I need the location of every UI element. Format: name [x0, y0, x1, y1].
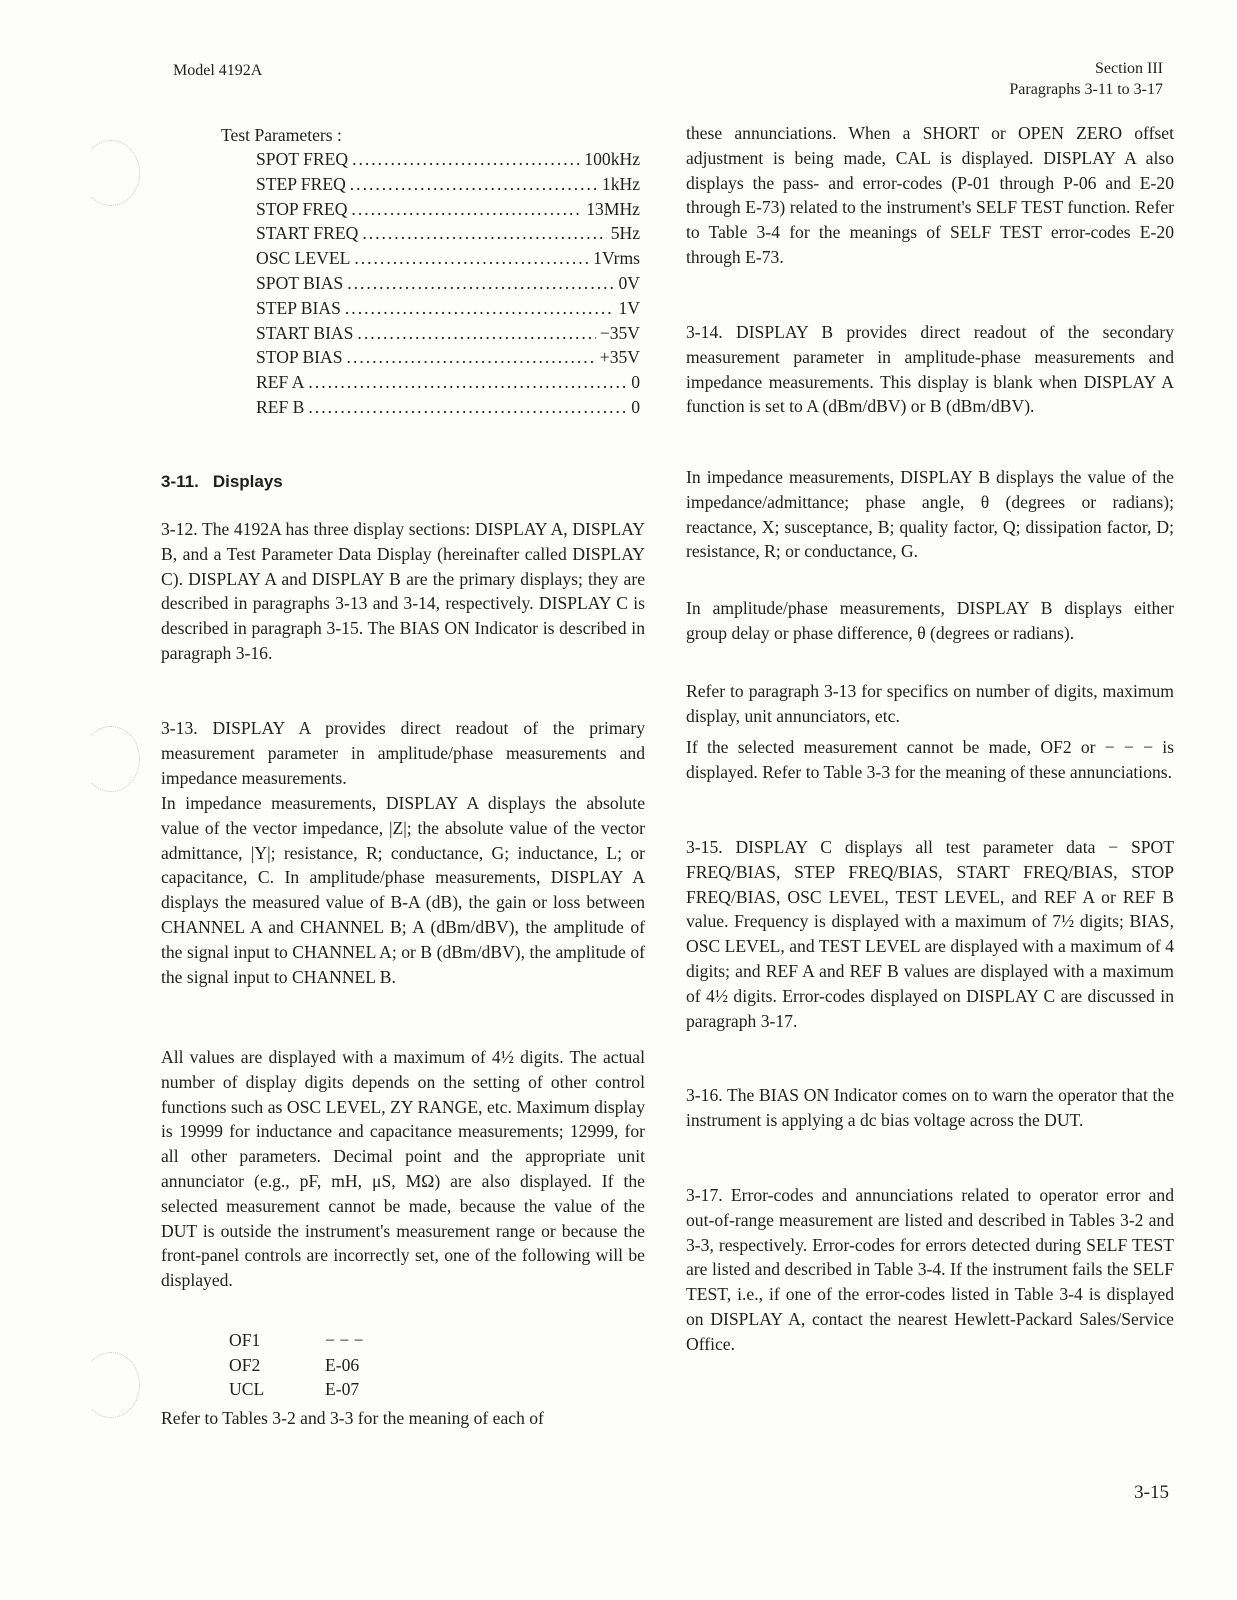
test-parameter-value: −35V [599, 322, 640, 343]
test-parameter-row [256, 372, 640, 397]
test-parameter-name: OSC LEVEL [256, 248, 351, 269]
punch-hole-top [82, 140, 140, 206]
dot-leader [347, 273, 614, 294]
test-parameter-row [256, 347, 640, 372]
test-parameters-list [256, 149, 640, 422]
dot-leader [357, 323, 595, 344]
test-parameters-title: Test Parameters : [221, 125, 342, 145]
section-heading-number: 3-11. [161, 472, 199, 491]
paragraph-annunciations-cont: these annunciations. When a SHORT or OPEN ZERO offset adjustment is being made, CAL is displayed. DISPLAY A also displays the pass- and error-codes (P-01 through P-06 and E-20 through E-73) related to the instrument's SELF TEST function. Refer to Table 3-4 for the meanings of SELF TEST error-codes E-20 through E-73. [686, 123, 1174, 267]
punch-hole-bottom [82, 1352, 140, 1418]
dot-leader [350, 174, 598, 195]
paragraph-display-b-error: If the selected measurement cannot be made, OF2 or − − − is displayed. Refer to Table 3-3 for the meaning of these annunciations. [686, 737, 1174, 782]
code-row [229, 1353, 421, 1378]
header-right [1009, 58, 1163, 100]
page-number: 3-15 [1134, 1482, 1169, 1503]
test-parameter-name: STEP FREQ [256, 173, 346, 194]
code-value: E-06 [325, 1354, 360, 1375]
annunciation-codes [229, 1328, 421, 1402]
header-model: Model 4192A [173, 62, 263, 79]
paragraph-3-17: 3-17. Error-codes and annunciations related to operator error and out-of-range measurement are listed and described in Tables 3-2 and 3-3, respectively. Error-codes for errors detected during SELF TEST are listed and described in Table 3-4. If the instrument fails the SELF TEST, i.e., if one of the error-codes listed in Table 3-4 is displayed on DISPLAY A, contact the nearest Hewlett-Packard Sales/Service Office. [686, 1185, 1174, 1354]
paragraph-display-a-impedance: In impedance measurements, DISPLAY A displays the absolute value of the vector impedance, |Z|; the absolute value of the vector admittance, |Y|; resistance, R; conductance, G; inductance, L; or capacitance, C. In amplitude/phase measurements, DISPLAY A displays the measured value of B-A (dB), the gain or loss between CHANNEL A and CHANNEL B; A (dBm/dBV), the amplitude of the signal input to CHANNEL A; or B (dBm/dBV), the amplitude of the signal input to CHANNEL B. [161, 793, 645, 987]
code-value: − − − [325, 1330, 364, 1350]
test-parameter-row [256, 149, 640, 174]
test-parameter-row [256, 248, 640, 273]
test-parameter-value: 1Vrms [593, 248, 640, 269]
dot-leader [352, 149, 580, 170]
dot-leader [308, 397, 627, 418]
dot-leader [354, 248, 589, 269]
test-parameter-row [256, 174, 640, 199]
header-paragraphs: Paragraphs 3-11 to 3-17 [1009, 81, 1163, 98]
test-parameter-name: STEP BIAS [256, 297, 341, 318]
test-parameter-row [256, 273, 640, 298]
test-parameter-name: SPOT FREQ [256, 149, 349, 169]
code-value: E-07 [325, 1379, 360, 1399]
code-value: OF2 [229, 1354, 261, 1375]
paragraph-3-13: 3-13. DISPLAY A provides direct readout of the primary measurement parameter in amplitude/phase measurements and impedance measurements. [161, 718, 645, 788]
test-parameter-name: STOP FREQ [256, 198, 348, 219]
test-parameter-name: REF B [256, 396, 305, 417]
dot-leader [345, 298, 615, 319]
paragraph-3-12: 3-12. The 4192A has three display sections: DISPLAY A, DISPLAY B, and a Test Parameter Data Display (hereinafter called DISPLAY C). DISPLAY A and DISPLAY B are the primary displays; they are described in paragraphs 3-13 and 3-14, respectively. DISPLAY C is described in paragraph 3-15. The BIAS ON Indicator is described in paragraph 3-16. [161, 519, 645, 663]
code-value: UCL [229, 1379, 265, 1399]
test-parameter-value: 5Hz [610, 223, 640, 244]
section-heading-title: Displays [212, 472, 283, 491]
paragraph-display-b-impedance: In impedance measurements, DISPLAY B displays the value of the impedance/admittance; phase angle, θ (degrees or radians); reactance, X; susceptance, B; quality factor, Q; dissipation factor, D; resistance, R; or conductance, G. [686, 467, 1174, 562]
test-parameter-name: SPOT BIAS [256, 272, 344, 293]
test-parameter-value: 13MHz [586, 198, 640, 219]
test-parameter-row [256, 223, 640, 248]
test-parameter-value: 0V [618, 272, 640, 293]
test-parameter-value: 100kHz [584, 149, 640, 169]
test-parameter-value: 1kHz [601, 173, 640, 194]
test-parameter-name: START FREQ [256, 223, 359, 244]
test-parameter-row [256, 323, 640, 348]
paragraph-refer-tables: Refer to Tables 3-2 and 3-3 for the meaning of each of [161, 1408, 544, 1428]
test-parameter-row [256, 397, 640, 422]
dot-leader [308, 372, 627, 393]
paragraph-refer-3-13: Refer to paragraph 3-13 for specifics on number of digits, maximum display, unit annunciators, etc. [686, 681, 1174, 726]
test-parameter-row [256, 199, 640, 224]
test-parameter-value: 0 [631, 372, 640, 393]
dot-leader [351, 199, 582, 220]
paragraph-3-14: 3-14. DISPLAY B provides direct readout of the secondary measurement parameter in amplitude-phase measurements and impedance measurements. This display is blank when DISPLAY A function is set to A (dBm/dBV) or B (dBm/dBV). [686, 322, 1174, 417]
header-section: Section III [1095, 60, 1163, 77]
test-parameter-value: 1V [618, 297, 640, 318]
dot-leader [347, 347, 596, 368]
test-parameter-name: START BIAS [256, 322, 354, 343]
dot-leader [362, 223, 606, 244]
code-row [229, 1328, 421, 1353]
test-parameter-value: +35V [599, 347, 640, 368]
paragraph-display-a-digits: All values are displayed with a maximum of 4½ digits. The actual number of display digits depends on the setting of other control functions such as OSC LEVEL, ZY RANGE, etc. Maximum display is 19999 for inductance and capacitance measurements; 12999, for all other parameters. Decimal point and the appropriate unit annunciator (e.g., pF, mH, μS, MΩ) are also displayed. If the selected measurement cannot be made, because the value of the DUT is outside the instrument's measurement range or because the front-panel controls are incorrectly set, one of the following will be displayed. [161, 1047, 645, 1291]
paragraph-3-16: 3-16. The BIAS ON Indicator comes on to warn the operator that the instrument is applying a dc bias voltage across the DUT. [686, 1085, 1174, 1130]
code-row [229, 1377, 421, 1402]
paragraph-3-15: 3-15. DISPLAY C displays all test parameter data − SPOT FREQ/BIAS, STEP FREQ/BIAS, START FREQ/BIAS, STOP FREQ/BIAS, OSC LEVEL, TEST LEVEL, and REF A or REF B value. Frequency is displayed with a maximum of 7½ digits; BIAS, OSC LEVEL, and TEST LEVEL are displayed with a maximum of 4 digits; and REF A and REF B values are displayed with a maximum of 4½ digits. Error-codes displayed on DISPLAY C are discussed in paragraph 3-17. [686, 837, 1174, 1031]
section-heading [161, 472, 283, 492]
punch-hole-middle [82, 726, 140, 792]
paragraph-display-b-amplitude: In amplitude/phase measurements, DISPLAY B displays either group delay or phase difference, θ (degrees or radians). [686, 598, 1174, 643]
test-parameter-row [256, 298, 640, 323]
test-parameter-name: REF A [256, 372, 305, 393]
code-value: OF1 [229, 1330, 261, 1350]
test-parameter-value: 0 [631, 396, 640, 417]
test-parameter-name: STOP BIAS [256, 347, 343, 368]
